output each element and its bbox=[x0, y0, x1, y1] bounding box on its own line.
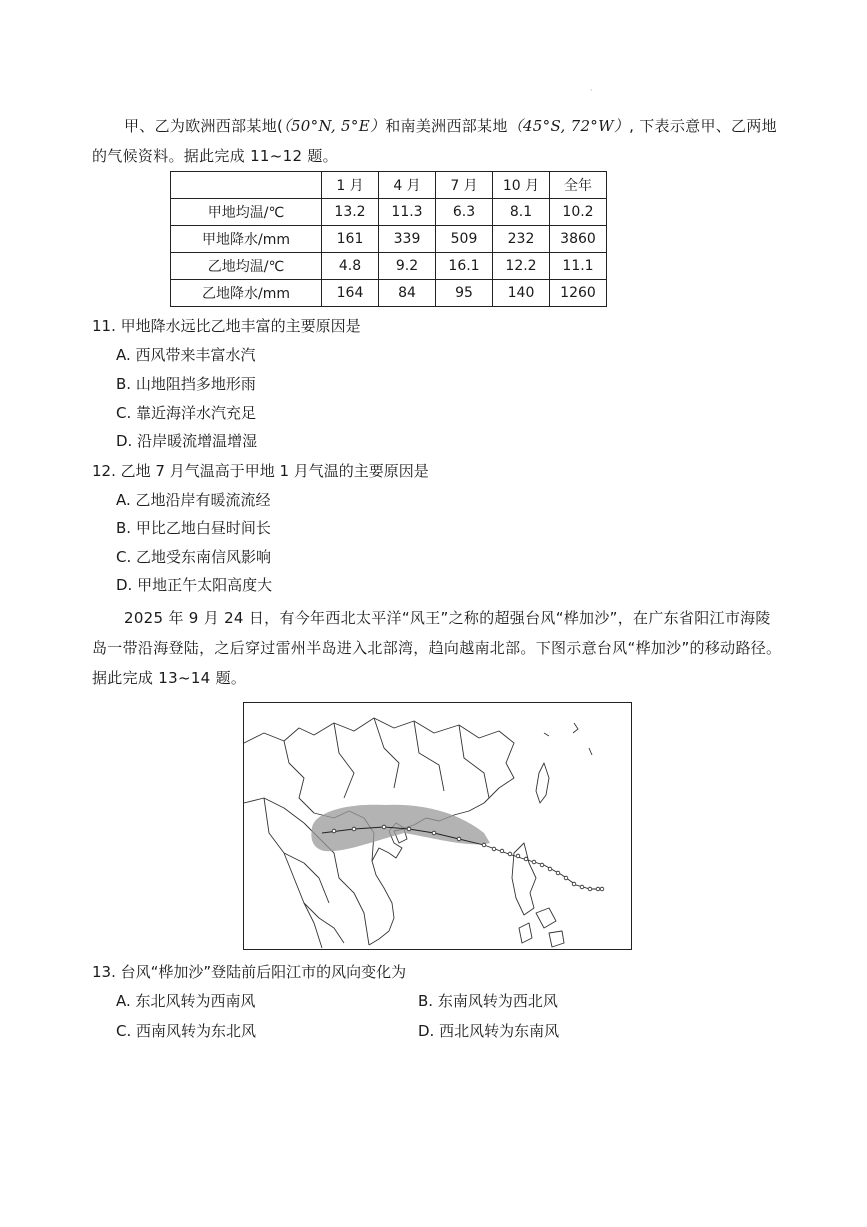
q11-option-d: D. 沿岸暖流增温增湿 bbox=[116, 432, 258, 450]
q12-option-d: D. 甲地正午太阳高度大 bbox=[116, 576, 273, 594]
intro-paragraph-2: 2025 年 9 月 24 日，有今年西北太平洋“风王”之称的超强台风“桦加沙”，在广东省阳江市海陵岛一带沿海登陆，之后穿过雷州半岛进入北部湾，趋向越南北部。下图示意台风“桦加沙”的移动路径。据此完成 13~14 题。 bbox=[92, 609, 782, 687]
table-cell: 509 bbox=[436, 226, 493, 253]
table-cell: 10.2 bbox=[550, 199, 607, 226]
question-11-stem: 11. 甲地降水远比乙地丰富的主要原因是 bbox=[92, 317, 361, 335]
table-header-cell: 全年 bbox=[550, 172, 607, 199]
row-label: 甲地降水/mm bbox=[171, 226, 322, 253]
table-cell: 12.2 bbox=[493, 253, 550, 280]
intro-paragraph-1 bbox=[92, 111, 782, 171]
intro1-part3: , 下表示意甲、乙两地的气候资料。据此完成 11~12 题。 bbox=[92, 117, 777, 165]
table-cell: 339 bbox=[379, 226, 436, 253]
q11-option-c: C. 靠近海洋水汽充足 bbox=[116, 404, 257, 422]
table-cell: 1260 bbox=[550, 280, 607, 307]
table-row bbox=[171, 280, 607, 307]
question-13-stem: 13. 台风“桦加沙”登陆前后阳江市的风向变化为 bbox=[92, 963, 407, 981]
row-label: 乙地均温/℃ bbox=[171, 253, 322, 280]
q13-option-c: C. 西南风转为东北风 bbox=[116, 1022, 257, 1040]
table-cell: 6.3 bbox=[436, 199, 493, 226]
table-cell: 232 bbox=[493, 226, 550, 253]
table-header-cell: 7 月 bbox=[436, 172, 493, 199]
table-header-cell: 10 月 bbox=[493, 172, 550, 199]
scan-mark: · bbox=[590, 86, 593, 95]
q11-option-a: A. 西风带来丰富水汽 bbox=[116, 346, 256, 364]
table-cell: 140 bbox=[493, 280, 550, 307]
coordinate-yi: （45°S, 72°W） bbox=[507, 117, 630, 135]
table-cell: 3860 bbox=[550, 226, 607, 253]
table-cell: 164 bbox=[322, 280, 379, 307]
q12-option-a: A. 乙地沿岸有暖流流经 bbox=[116, 491, 271, 509]
intro1-part1: 甲、乙为欧洲西部某地( bbox=[124, 117, 284, 135]
table-cell: 16.1 bbox=[436, 253, 493, 280]
row-label: 甲地均温/℃ bbox=[171, 199, 322, 226]
table-cell: 11.1 bbox=[550, 253, 607, 280]
table-cell: 84 bbox=[379, 280, 436, 307]
table-row bbox=[171, 226, 607, 253]
question-12-stem: 12. 乙地 7 月气温高于甲地 1 月气温的主要原因是 bbox=[92, 462, 429, 480]
q12-option-c: C. 乙地受东南信风影响 bbox=[116, 548, 272, 566]
table-header-cell: 1 月 bbox=[322, 172, 379, 199]
table-cell: 13.2 bbox=[322, 199, 379, 226]
table-row bbox=[171, 253, 607, 280]
q11-option-b: B. 山地阻挡多地形雨 bbox=[116, 375, 256, 393]
table-header-row bbox=[171, 172, 607, 199]
map-drawing bbox=[244, 703, 630, 948]
table-header-cell bbox=[171, 172, 322, 199]
climate-table bbox=[170, 171, 607, 307]
table-cell: 9.2 bbox=[379, 253, 436, 280]
coordinate-jia: （50°N, 5°E） bbox=[283, 117, 386, 135]
table-header-cell: 4 月 bbox=[379, 172, 436, 199]
table-cell: 161 bbox=[322, 226, 379, 253]
table-cell: 8.1 bbox=[493, 199, 550, 226]
table-cell: 95 bbox=[436, 280, 493, 307]
intro1-part2: 和南美洲西部某地 bbox=[385, 117, 508, 135]
q13-option-a: A. 东北风转为西南风 bbox=[116, 992, 256, 1010]
table-cell: 4.8 bbox=[322, 253, 379, 280]
table-row bbox=[171, 199, 607, 226]
typhoon-track-map bbox=[243, 702, 632, 950]
q13-option-b: B. 东南风转为西北风 bbox=[418, 992, 558, 1010]
q12-option-b: B. 甲比乙地白昼时间长 bbox=[116, 519, 271, 537]
q13-option-d: D. 西北风转为东南风 bbox=[418, 1022, 560, 1040]
table-cell: 11.3 bbox=[379, 199, 436, 226]
row-label: 乙地降水/mm bbox=[171, 280, 322, 307]
